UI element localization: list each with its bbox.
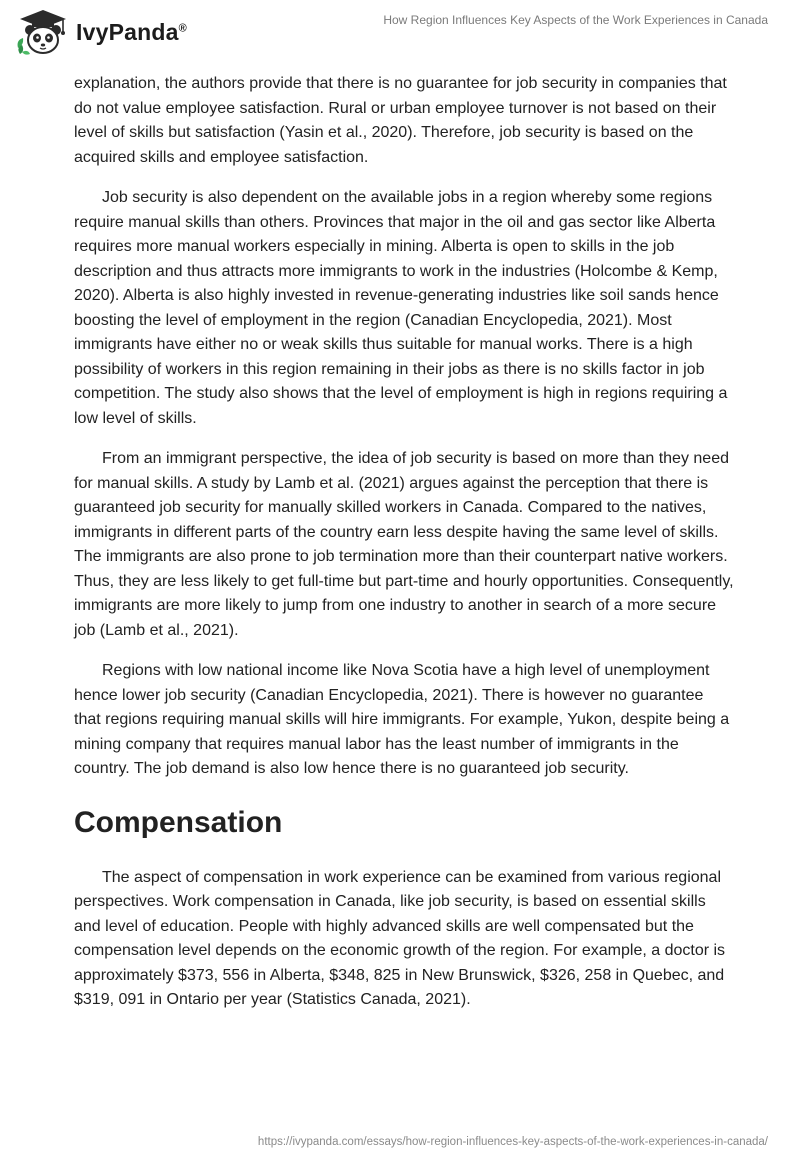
panda-graduate-icon [14,8,72,56]
paragraph: The aspect of compensation in work experience can be examined from various regional perspectives. Work compensation in Canada, like job security, is based on essential skills and level of education. People with highly advanced skills are well compensated but the compensation level depends on the economic growth of the region. For example, a doctor is approximately $373, 556 in Alberta, $348, 825 in New Brunswick, $326, 258 in Quebec, and $319, 091 in Ontario per year (Statistics Canada, 2021). [74,868,726,1008]
page-header [0,0,800,60]
section-heading: Compensation [74,805,283,839]
paragraph: From an immigrant perspective, the idea of job security is based on more than they need for manual skills. A study by Lamb et al. (2021) argues against the perception that there is guaranteed job security for manually skilled workers in Canada. Compared to the natives, immigrants in different parts of the country earn less despite having the same level of skills. The immigrants are also prone to job termination more than their counterpart native workers. Thus, they are less likely to get full-time but part-time and hourly opportunities. Consequently, immigrants are more likely to jump from one industry to another in search of a more secure job (Lamb et al., 2021). [74,450,734,639]
paragraph: Regions with low national income like Nova Scotia have a high level of unemployment hence lower job security (Canadian Encyclopedia, 2021). There is however no guarantee that regions requiring manual skills will hire immigrants. For example, Yukon, despite being a mining company that requires manual labor has the least number of immigrants in the country. The job demand is also low hence there is no guaranteed job security. [74,662,730,777]
source-url[interactable]: https://ivypanda.com/essays/how-region-influences-key-aspects-of-the-work-experiences-in-canada/ [257,1136,768,1148]
brand-name: IvyPanda® [76,18,187,45]
document-title: How Region Influences Key Aspects of the Work Experiences in Canada [383,13,768,27]
paragraph: explanation, the authors provide that there is no guarantee for job security in companies that do not value employee satisfaction. Rural or urban employee turnover is not based on their level of skills but satisfaction (Yasin et al., 2020). Therefore, job security is based on the acquired skills and employee satisfaction. [74,75,727,166]
logo[interactable] [14,8,187,56]
paragraph: Job security is also dependent on the available jobs in a region whereby some regions require manual skills than others. Provinces that major in the oil and gas sector like Alberta requires more manual workers especially in mining. Alberta is open to skills in the job description and thus attracts more immigrants to work in the industries (Holcombe & Kemp, 2020). Alberta is also highly invested in revenue-generating industries like soil sands hence boosting the level of employment in the region (Canadian Encyclopedia, 2021). Most immigrants have either no or weak skills thus suitable for manual works. There is a high possibility of workers in this region remaining in their jobs as there is no skills factor in job competition. The study also shows that the level of employment is high in regions requiring a low level of skills. [74,189,728,427]
essay-content [74,72,734,1029]
